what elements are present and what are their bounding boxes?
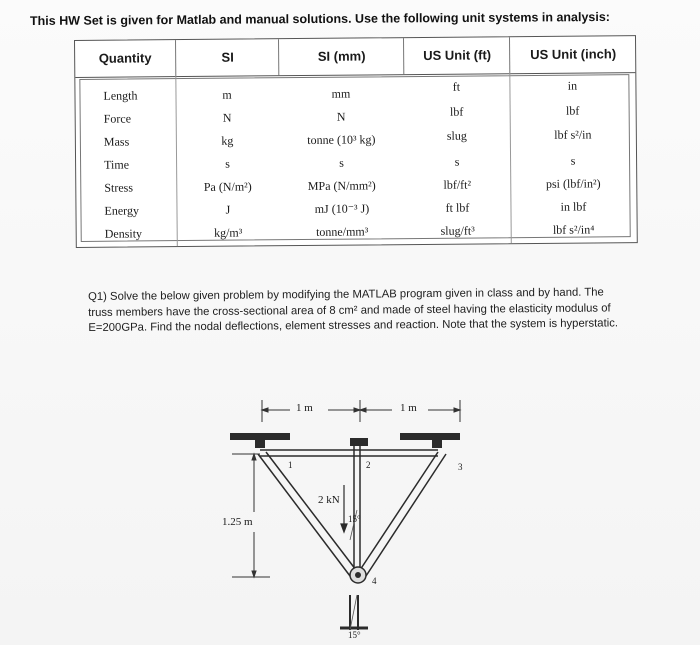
cell-si-mm: N [336,109,346,124]
cell-si: kg/m³ [213,225,243,240]
cell-quantity: Length [103,88,138,103]
cell-us-ft: lbf [449,104,464,119]
cell-us-inch: lbf s²/in [554,127,592,142]
cell-quantity: Mass [103,134,130,149]
cell-si: s [225,156,230,171]
cell-quantity: Density [104,226,143,241]
cell-us-inch: in [567,78,578,93]
cell-us-ft: slug/ft³ [440,223,475,238]
angle-bottom-label: 15° [348,630,361,640]
support-bottom [340,595,368,630]
page-header: This HW Set is given for Matlab and manual solutions. Use the following unit systems in analysis: [29,9,611,28]
cell-us-ft: s [454,154,460,169]
cell-si: Pa (N/m²) [203,179,252,194]
truss-figure [210,390,480,650]
cell-quantity: Force [103,111,132,126]
support-top-center [350,438,368,446]
node-label-3: 3 [458,462,463,472]
table-row [77,218,637,246]
node-4-pin [350,567,366,583]
truss-members [258,446,446,576]
angle-top-label: 15° [348,514,361,524]
header-si-mm: SI (mm) [278,38,404,75]
cell-us-inch: in lbf [560,199,587,214]
dimension-line [262,400,460,422]
header-si: SI [175,39,279,76]
cell-si: m [222,87,232,102]
cell-si: kg [221,133,234,148]
support-right [400,433,460,448]
cell-si-mm: tonne/mm³ [315,224,369,239]
header-quantity: Quantity [98,50,152,66]
table-header-row [75,36,635,78]
cell-us-inch: lbf [565,103,580,118]
cell-us-ft: ft [452,79,461,94]
load-label: 2 kN [318,494,340,506]
cell-us-inch: psi (lbf/in²) [545,176,601,191]
header-us-ft: US Unit (ft) [403,37,510,74]
cell-us-ft: lbf/ft² [443,177,472,192]
cell-si: J [225,202,231,217]
cell-us-inch: s [570,153,576,168]
cell-si-mm: mJ (10⁻³ J) [314,201,370,216]
cell-us-inch: lbf s²/in⁴ [552,222,595,237]
question-text: Q1) Solve the below given problem by modifying the MATLAB program given in class and by hand. The truss members have the cross-sectional area of 8 cm² and made of steel having the elasticity modulus of E=200GPa. Find the nodal deflections, element stresses and reaction. Note that the system is hyperstatic. [88,286,619,334]
node-label-1: 1 [288,460,293,470]
load-arrow [341,485,347,532]
cell-us-ft: ft lbf [445,200,470,215]
cell-quantity: Stress [104,180,134,195]
cell-si-mm: tonne (10³ kg) [307,132,376,147]
height-label: 1.25 m [222,516,253,528]
dim-right-label: 1 m [400,402,417,414]
node-label-4: 4 [372,576,377,586]
cell-si: N [222,110,232,125]
header-us-inch: US Unit (inch) [509,36,636,73]
cell-si-mm: mm [331,86,351,101]
support-left [230,433,290,448]
dim-left-label: 1 m [296,402,313,414]
cell-quantity: Time [104,157,130,172]
cell-si-mm: s [339,155,344,170]
unit-systems-table [74,35,638,248]
cell-us-ft: slug [446,128,467,143]
cell-si-mm: MPa (N/mm²) [307,178,376,193]
node-label-2: 2 [366,460,371,470]
cell-quantity: Energy [104,203,139,218]
